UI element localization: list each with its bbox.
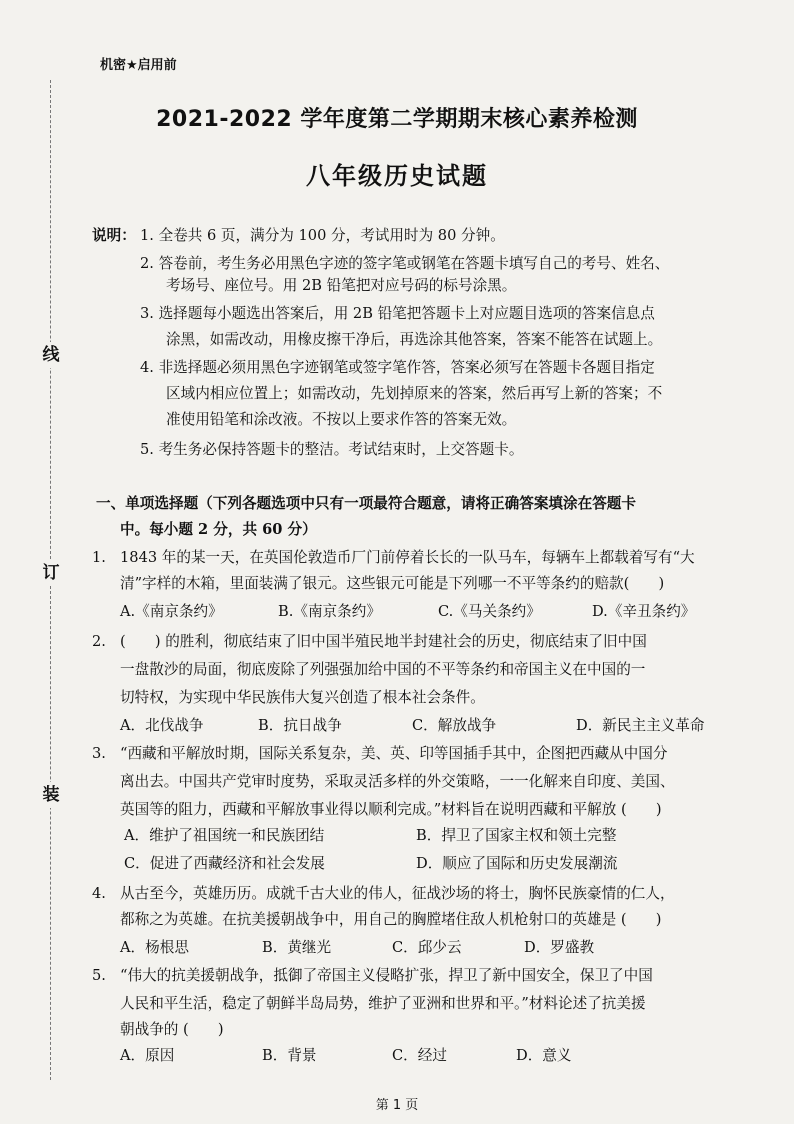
question-text: 英国等的阻力，西藏和平解放事业得以顺利完成。”材料旨在说明西藏和平解放 ( ) (120, 801, 662, 818)
binding-char-zhuang: 装 (38, 782, 64, 808)
note-line: 区域内相应位置上；如需改动，先划掉原来的答案，然后再写上新的答案；不 (166, 385, 663, 402)
note-line: 考场号、座位号。用 2B 铅笔把对应号码的标号涂黑。 (166, 277, 517, 294)
section-heading-cont: 中。每小题 2 分，共 60 分） (120, 521, 317, 538)
note-line: 4. 非选择题必须用黑色字迹钢笔或签字笔作答，答案必须写在答题卡各题目指定 (140, 359, 655, 376)
option-b: B.《南京条约》 (278, 603, 381, 620)
note-line: 涂黑，如需改动，用橡皮擦干净后，再选涂其他答案，答案不能答在试题上。 (166, 331, 663, 348)
question-number: 4. (92, 885, 106, 902)
question-text: 朝战争的 ( ) (120, 1021, 224, 1038)
option-a: A．北伐战争 (120, 717, 204, 734)
question-text: 从古至今，英雄历历。成就千古大业的伟人，征战沙场的将士，胸怀民族豪情的仁人， (120, 885, 675, 902)
question-number: 3. (92, 745, 106, 762)
option-d: D．新民主主义革命 (576, 717, 705, 734)
notes-label: 说明： (92, 227, 136, 244)
question-text: ( ) 的胜利，彻底结束了旧中国半殖民地半封建社会的历史，彻底结束了旧中国 (120, 633, 647, 650)
option-a: A．杨根思 (120, 939, 189, 956)
question-number: 1. (92, 549, 106, 566)
question-text: “伟大的抗美援朝战争，抵御了帝国主义侵略扩张，捍卫了新中国安全，保卫了中国 (120, 967, 653, 984)
option-a: A．原因 (120, 1047, 175, 1064)
binding-char-xian: 线 (38, 342, 64, 368)
note-line: 准使用铅笔和涂改液。不按以上要求作答的答案无效。 (166, 411, 517, 428)
option-d: D．意义 (516, 1047, 572, 1064)
question-text: 离出去。中国共产党审时度势，采取灵活多样的外交策略，一一化解来自印度、美国、 (120, 773, 675, 790)
question-text: 清”字样的木箱，里面装满了银元。这些银元可能是下列哪一不平等条约的赔款( ) (120, 575, 665, 592)
option-d: D．顺应了国际和历史发展潮流 (416, 855, 618, 872)
option-c: C．邱少云 (392, 939, 462, 956)
exam-subtitle: 八年级历史试题 (306, 162, 488, 190)
question-number: 2. (92, 633, 106, 650)
exam-title: 2021-2022 学年度第二学期期末核心素养检测 (156, 107, 638, 132)
note-line: 2. 答卷前，考生务必用黑色字迹的签字笔或钢笔在答题卡填写自己的考号、姓名、 (140, 255, 670, 272)
note-line: 1. 全卷共 6 页，满分为 100 分，考试用时为 80 分钟。 (140, 227, 505, 244)
question-number: 5. (92, 967, 106, 984)
option-d: D.《辛丑条约》 (592, 603, 696, 620)
option-c: C．经过 (392, 1047, 447, 1064)
question-text: “西藏和平解放时期，国际关系复杂，美、英、印等国插手其中，企图把西藏从中国分 (120, 745, 668, 762)
option-b: B．捍卫了国家主权和领土完整 (416, 827, 617, 844)
note-line: 5. 考生务必保持答题卡的整洁。考试结束时，上交答题卡。 (140, 441, 524, 458)
question-text: 1843 年的某一天，在英国伦敦造币厂门前停着长长的一队马车，每辆车上都载着写有“大 (120, 549, 695, 566)
note-line: 3. 选择题每小题选出答案后，用 2B 铅笔把答题卡上对应题目选项的答案信息点 (140, 305, 655, 322)
option-d: D．罗盛教 (524, 939, 595, 956)
option-a: A．维护了祖国统一和民族团结 (124, 827, 325, 844)
confidential-mark: 机密★启用前 (100, 58, 177, 73)
section-heading: 一、单项选择题（下列各题选项中只有一项最符合题意，请将正确答案填涂在答题卡 (96, 495, 636, 512)
option-b: B．黄继光 (262, 939, 332, 956)
question-text: 一盘散沙的局面，彻底废除了列强强加给中国的不平等条约和帝国主义在中国的一 (120, 661, 646, 678)
option-c: C．解放战争 (412, 717, 497, 734)
question-text: 人民和平生活，稳定了朝鲜半岛局势，维护了亚洲和世界和平。”材料论述了抗美援 (120, 995, 646, 1012)
option-a: A.《南京条约》 (120, 603, 223, 620)
binding-char-ding: 订 (38, 560, 64, 586)
option-b: B．抗日战争 (258, 717, 342, 734)
option-c: C.《马关条约》 (438, 603, 541, 620)
question-text: 切特权，为实现中华民族伟大复兴创造了根本社会条件。 (120, 689, 485, 706)
option-c: C．促进了西藏经济和社会发展 (124, 855, 325, 872)
question-text: 都称之为英雄。在抗美援朝战争中，用自己的胸膛堵住敌人机枪射口的英雄是 ( ) (120, 911, 662, 928)
page-number: 第 1 页 (375, 1098, 419, 1113)
option-b: B．背景 (262, 1047, 317, 1064)
